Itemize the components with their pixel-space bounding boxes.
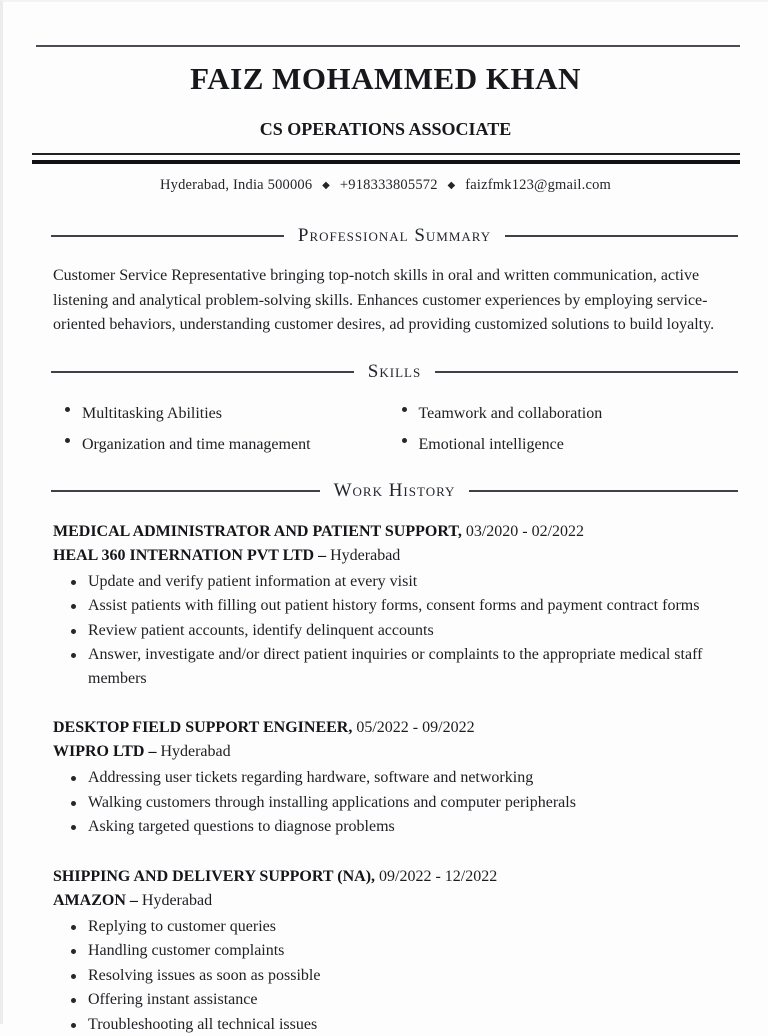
job-bullet xyxy=(71,594,728,618)
heading-rule-left xyxy=(51,235,284,237)
skill-label: Teamwork and collaboration xyxy=(419,405,603,423)
work-history-list xyxy=(53,520,728,1036)
heading-rule-right xyxy=(505,235,738,237)
dash-separator: – xyxy=(318,547,326,564)
heading-rule-left xyxy=(51,490,320,492)
skill-item xyxy=(65,405,392,423)
job-entry xyxy=(53,865,728,1036)
section-heading-work-history xyxy=(51,480,738,502)
job-bullet-list xyxy=(53,766,728,839)
skill-item xyxy=(402,436,729,454)
bullet-text: Assist patients with filling out patient history forms, consent forms and payment contract forms xyxy=(88,594,728,618)
candidate-role: CS OPERATIONS ASSOCIATE xyxy=(3,119,768,140)
job-location: Hyderabad xyxy=(160,743,230,760)
job-bullet xyxy=(71,791,728,815)
job-title: MEDICAL ADMINISTRATOR AND PATIENT SUPPORT, xyxy=(53,523,462,540)
candidate-name: FAIZ MOHAMMED KHAN xyxy=(3,61,768,97)
job-bullet xyxy=(71,964,728,988)
job-entry xyxy=(53,520,728,691)
job-dates: 09/2022 - 12/2022 xyxy=(379,868,497,885)
job-title: SHIPPING AND DELIVERY SUPPORT (NA), xyxy=(53,868,375,885)
bullet-text: Resolving issues as soon as possible xyxy=(88,964,728,988)
bullet-icon xyxy=(71,629,76,634)
job-title-line xyxy=(53,865,728,889)
job-title-line xyxy=(53,520,728,544)
section-heading-summary xyxy=(51,225,738,247)
bullet-icon xyxy=(71,825,76,830)
job-bullet-list xyxy=(53,570,728,691)
bullet-icon xyxy=(71,1023,76,1028)
bullet-text: Update and verify patient information at every visit xyxy=(88,570,728,594)
heading-rule-left xyxy=(51,371,354,373)
contact-phone: +918333805572 xyxy=(340,177,438,193)
bullet-text: Replying to customer queries xyxy=(88,915,728,939)
bullet-icon xyxy=(71,998,76,1003)
bullet-text: Handling customer complaints xyxy=(88,939,728,963)
job-location: Hyderabad xyxy=(330,547,400,564)
job-bullet xyxy=(71,643,728,690)
diamond-separator-icon: ◆ xyxy=(442,180,462,191)
bullet-icon xyxy=(71,974,76,979)
job-company-line xyxy=(53,740,728,764)
bullet-text: Review patient accounts, identify delinquent accounts xyxy=(88,619,728,643)
job-title-line xyxy=(53,716,728,740)
job-bullet xyxy=(71,915,728,939)
bullet-icon xyxy=(71,949,76,954)
bullet-icon xyxy=(71,604,76,609)
top-divider xyxy=(36,45,740,47)
section-heading-skills xyxy=(51,361,738,383)
job-bullet xyxy=(71,939,728,963)
heading-rule-right xyxy=(469,490,738,492)
dash-separator: – xyxy=(148,743,156,760)
summary-paragraph: Customer Service Representative bringing top-notch skills in oral and written communication, active listening and analytical problem-solving skills. Enhances customer experiences by employing service-oriented behaviors, understanding customer desires, ad providing customized solutions to build loyalty. xyxy=(53,264,720,338)
section-title: Professional Summary xyxy=(298,225,491,247)
job-bullet xyxy=(71,988,728,1012)
bullet-text: Asking targeted questions to diagnose problems xyxy=(88,815,728,839)
bullet-icon xyxy=(65,438,70,443)
job-bullet xyxy=(71,1013,728,1036)
bullet-icon xyxy=(71,776,76,781)
job-company: WIPRO LTD xyxy=(53,743,144,760)
resume-page xyxy=(3,2,768,1036)
job-bullet-list xyxy=(53,915,728,1036)
heading-rule-right xyxy=(435,371,738,373)
contact-line xyxy=(3,177,768,194)
bullet-icon xyxy=(71,925,76,930)
job-dates: 05/2022 - 09/2022 xyxy=(356,719,474,736)
section-title: Work History xyxy=(334,480,456,502)
bullet-icon xyxy=(402,407,407,412)
job-bullet xyxy=(71,766,728,790)
bullet-icon xyxy=(71,801,76,806)
skill-label: Emotional intelligence xyxy=(419,436,564,454)
bullet-icon xyxy=(65,407,70,412)
bullet-icon xyxy=(402,438,407,443)
job-location: Hyderabad xyxy=(142,892,212,909)
header-double-divider xyxy=(32,153,740,164)
dash-separator: – xyxy=(130,892,138,909)
job-dates: 03/2020 - 02/2022 xyxy=(466,523,584,540)
job-title: DESKTOP FIELD SUPPORT ENGINEER, xyxy=(53,719,352,736)
job-bullet xyxy=(71,815,728,839)
skill-item xyxy=(65,436,392,454)
bullet-icon xyxy=(71,653,76,658)
section-title: Skills xyxy=(368,361,421,383)
job-company: AMAZON xyxy=(53,892,126,909)
skill-label: Organization and time management xyxy=(82,436,311,454)
job-bullet xyxy=(71,619,728,643)
skill-label: Multitasking Abilities xyxy=(82,405,222,423)
diamond-separator-icon: ◆ xyxy=(316,180,336,191)
bullet-icon xyxy=(71,580,76,585)
bullet-text: Troubleshooting all technical issues xyxy=(88,1013,728,1036)
job-company: HEAL 360 INTERNATION PVT LTD xyxy=(53,547,314,564)
bullet-text: Answer, investigate and/or direct patient inquiries or complaints to the appropriate medical staff members xyxy=(88,643,728,690)
job-bullet xyxy=(71,570,728,594)
job-company-line xyxy=(53,889,728,913)
job-entry xyxy=(53,716,728,839)
bullet-text: Offering instant assistance xyxy=(88,988,728,1012)
skill-item xyxy=(402,405,729,423)
contact-location: Hyderabad, India 500006 xyxy=(160,177,312,193)
skills-list xyxy=(65,405,728,454)
job-company-line xyxy=(53,544,728,568)
bullet-text: Addressing user tickets regarding hardware, software and networking xyxy=(88,766,728,790)
bullet-text: Walking customers through installing applications and computer peripherals xyxy=(88,791,728,815)
contact-email: faizfmk123@gmail.com xyxy=(465,177,611,193)
